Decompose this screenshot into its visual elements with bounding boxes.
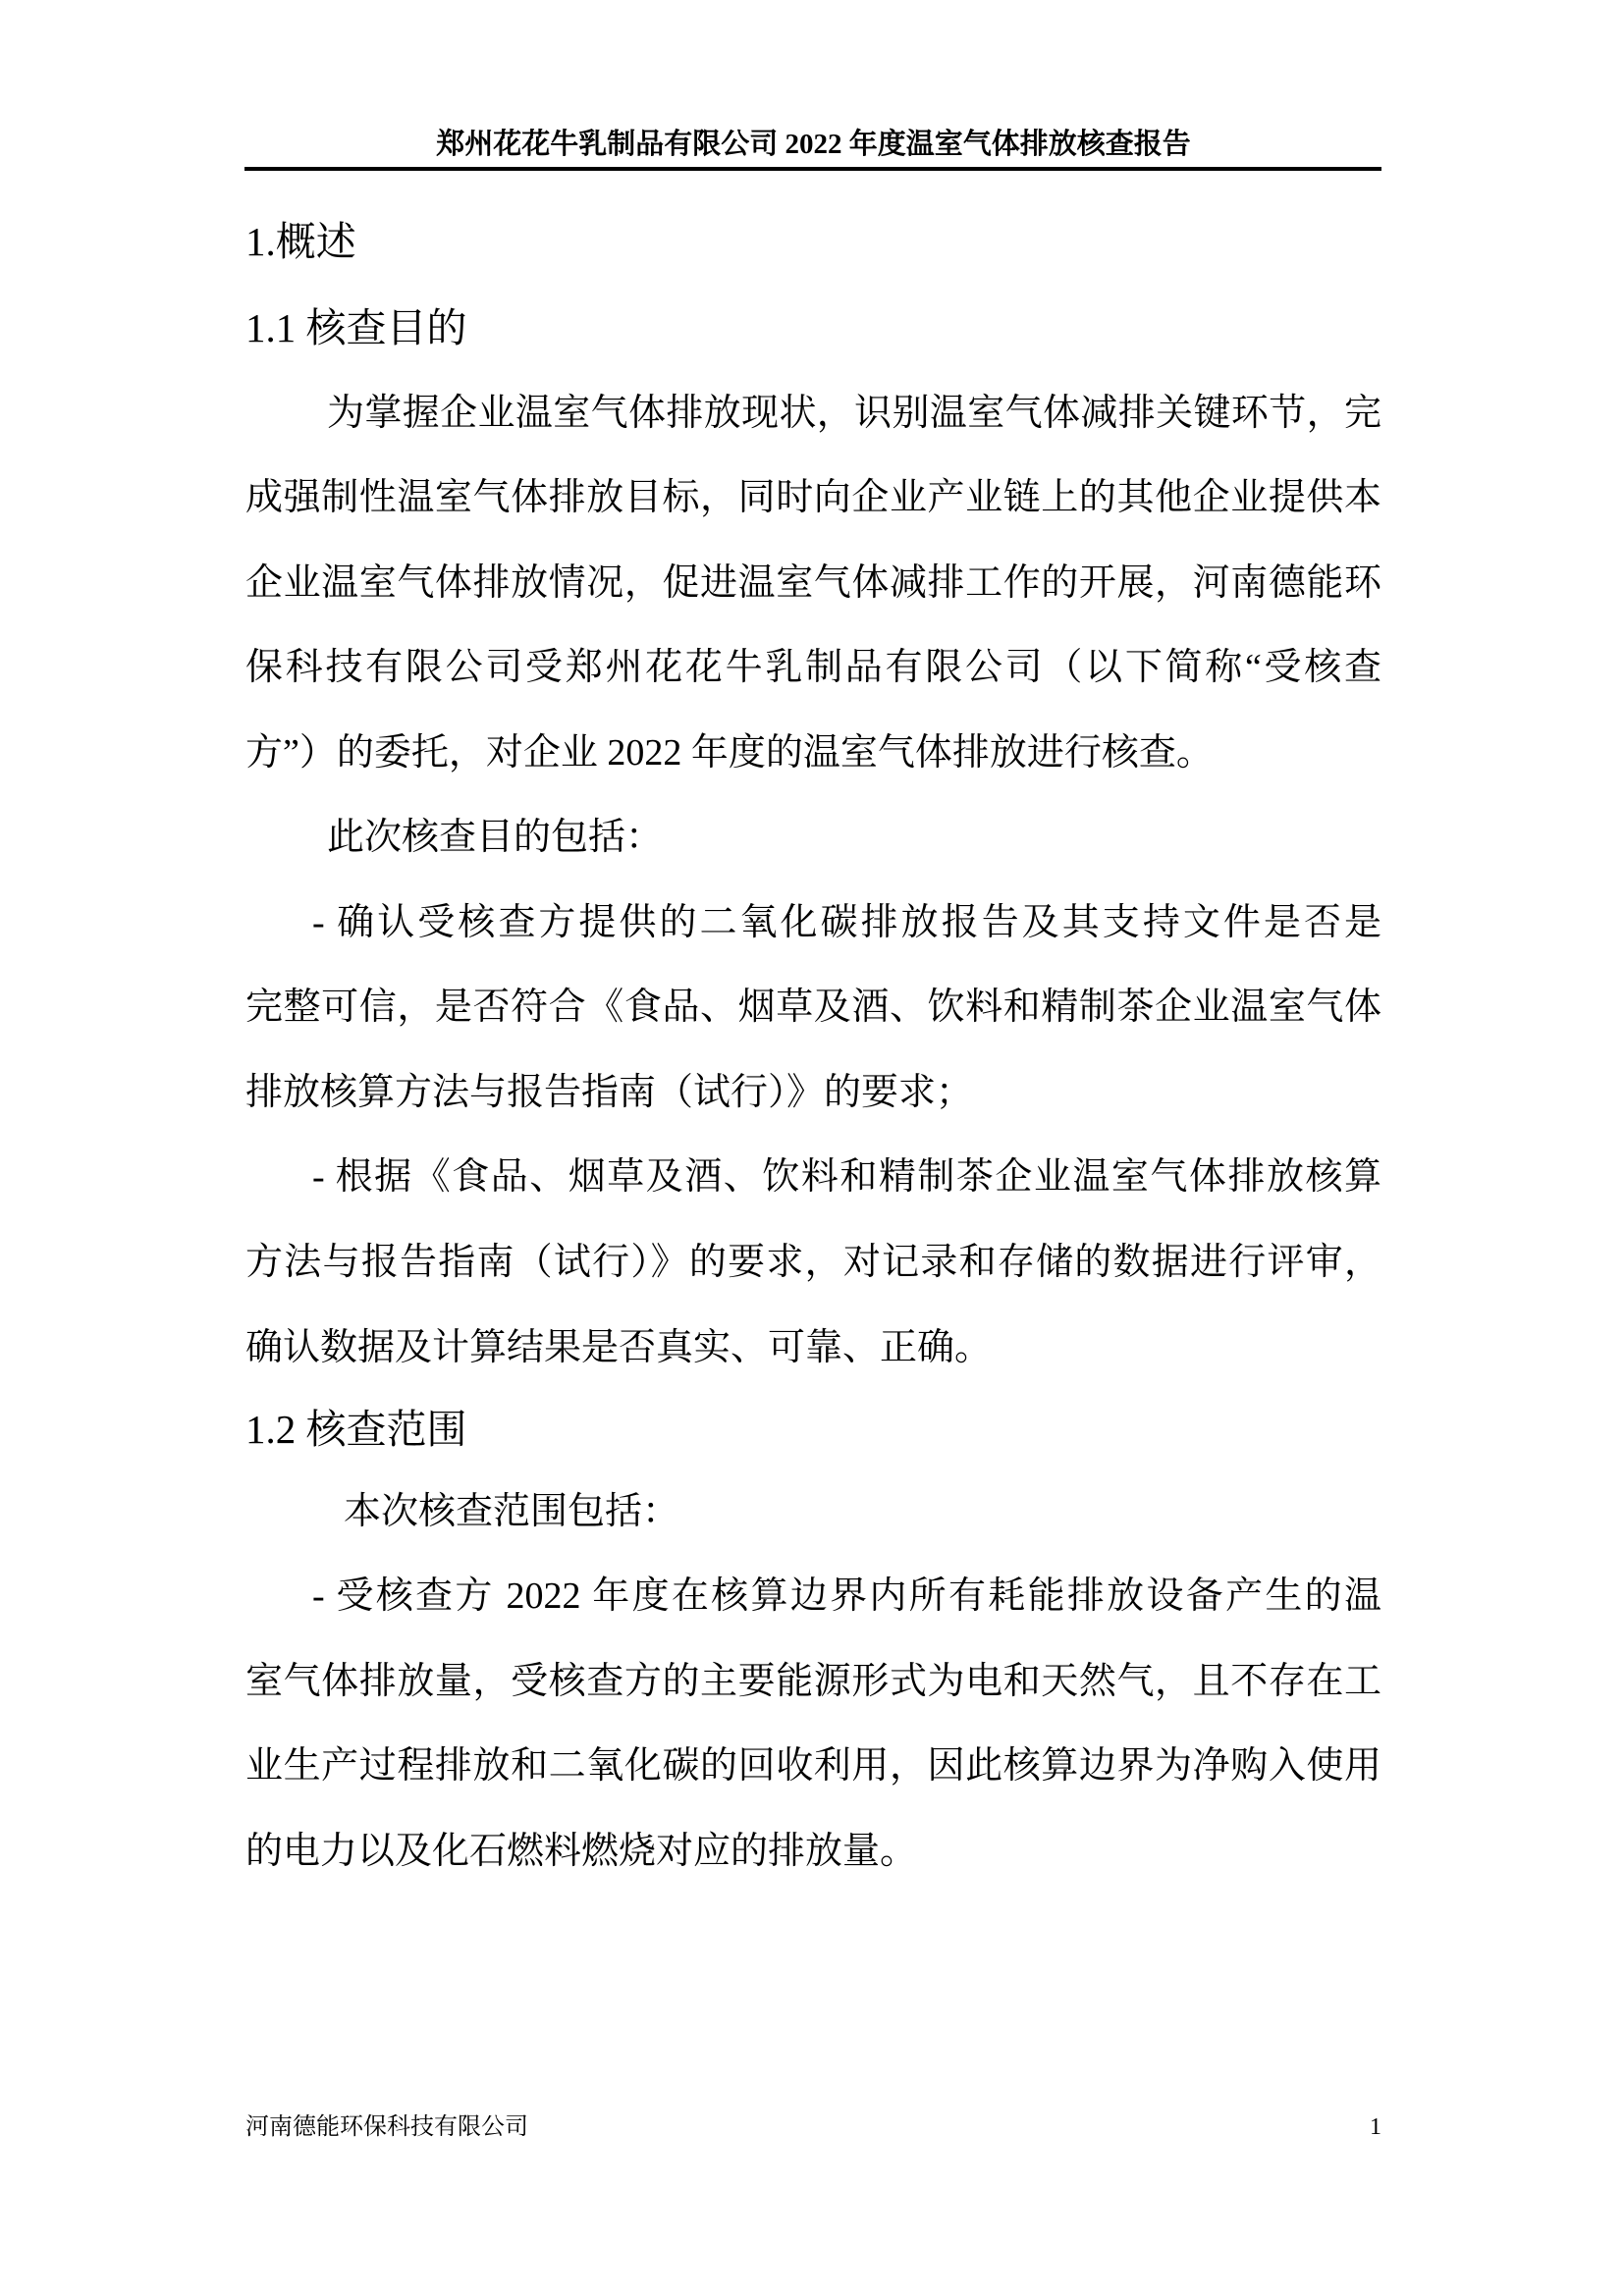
paragraph-line: 保科技有限公司受郑州花花牛乳制品有限公司（以下简称“受核查 [245,647,1381,688]
paragraph-line: - 确认受核查方提供的二氧化碳排放报告及其支持文件是否是 [312,902,1381,943]
paragraph-line: 确认数据及计算结果是否真实、可靠、正确。 [245,1327,993,1368]
header-title: 郑州花花牛乳制品有限公司 2022 年度温室气体排放核查报告 [436,129,1191,160]
paragraph-line: 成强制性温室气体排放目标，同时向企业产业链上的其他企业提供本 [245,477,1381,518]
page-header [245,128,1381,165]
header-rule [244,167,1381,171]
paragraph-line: 方法与报告指南（试行）》的要求，对记录和存储的数据进行评审， [245,1242,1381,1283]
section-heading-1-2-scope: 1.2 核查范围 [245,1407,467,1452]
footer-company-name: 河南德能环保科技有限公司 [245,2114,528,2140]
page-footer [245,2112,1381,2142]
paragraph-line: 本次核查范围包括： [344,1491,680,1532]
paragraph-line: - 根据《食品、烟草及酒、饮料和精制茶企业温室气体排放核算 [312,1156,1381,1198]
paragraph-line: 排放核算方法与报告指南（试行）》的要求； [245,1072,974,1113]
paragraph-line: 此次核查目的包括： [327,817,664,858]
paragraph-line: - 受核查方 2022 年度在核算边界内所有耗能排放设备产生的温 [312,1575,1381,1617]
paragraph-line: 方”）的委托，对企业 2022 年度的温室气体排放进行核查。 [245,732,1214,774]
paragraph-line: 企业温室气体排放情况，促进温室气体减排工作的开展，河南德能环 [245,562,1381,604]
section-heading-1-1-purpose: 1.1 核查目的 [245,305,467,350]
paragraph-line: 为掌握企业温室气体排放现状，识别温室气体减排关键环节，完 [327,393,1381,434]
paragraph-line: 业生产过程排放和二氧化碳的回收利用，因此核算边界为净购入使用 [245,1745,1381,1787]
footer-page-number: 1 [1370,2114,1381,2140]
paragraph-line: 完整可信，是否符合《食品、烟草及酒、饮料和精制茶企业温室气体 [245,987,1381,1028]
section-heading-1-overview: 1.概述 [245,219,356,264]
paragraph-line: 的电力以及化石燃料燃烧对应的排放量。 [245,1831,918,1872]
paragraph-line: 室气体排放量，受核查方的主要能源形式为电和天然气，且不存在工 [245,1661,1381,1702]
